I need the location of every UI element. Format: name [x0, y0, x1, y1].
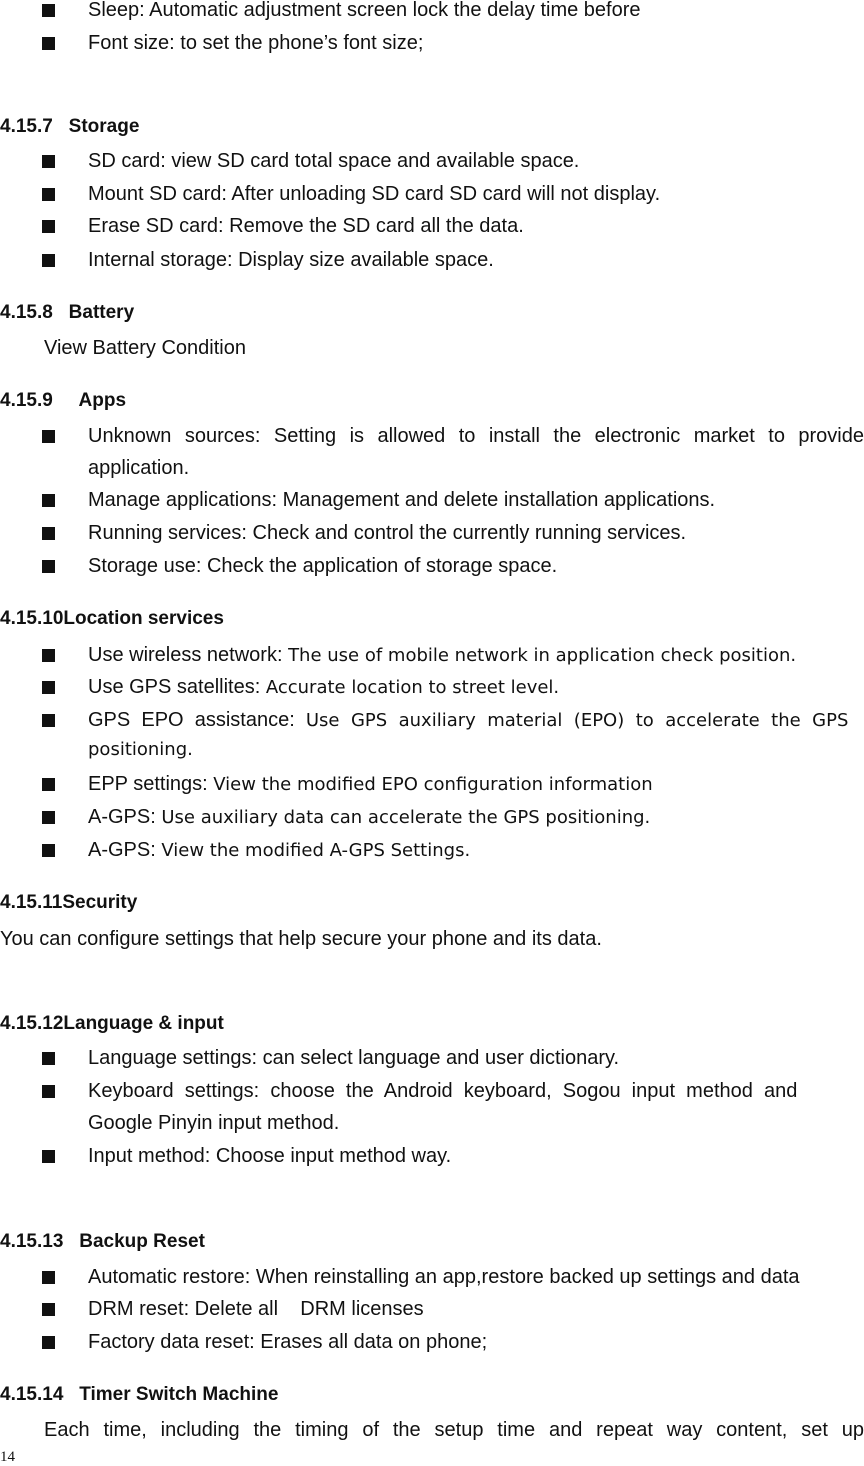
item-text: Use auxiliary data can accelerate the GPS positioning.: [161, 807, 651, 828]
list-item: DRM reset: Delete all DRM licenses: [88, 1298, 424, 1320]
security-text: You can configure settings that help secure your phone and its data.: [0, 928, 602, 950]
section-heading-location: [0, 607, 224, 631]
section-title: Security: [62, 892, 138, 913]
section-title: Language & input: [63, 1013, 224, 1034]
list-item: Running services: Check and control the currently running services.: [88, 522, 687, 544]
section-title: Location services: [63, 608, 224, 629]
bullet-icon: [42, 811, 55, 824]
item-lead: Use GPS satellites:: [88, 676, 266, 698]
list-item: [88, 675, 864, 700]
item-lead: EPP settings:: [88, 773, 214, 795]
list-item: Automatic restore: When reinstalling an app,restore backed up settings and data: [88, 1266, 800, 1288]
section-heading-storage: [0, 115, 139, 139]
list-item: [88, 643, 864, 668]
section-number: 4.15.13: [0, 1231, 64, 1252]
bullet-icon: [42, 1303, 55, 1316]
section-heading-timer: [0, 1383, 278, 1407]
section-title: Backup Reset: [79, 1231, 205, 1252]
list-item: [88, 772, 864, 797]
list-item: Keyboard settings: choose the Android keyboard, Sogou input method and: [88, 1080, 798, 1102]
list-item: SD card: view SD card total space and available space.: [88, 150, 580, 172]
bullet-icon: [42, 1336, 55, 1349]
bullet-icon: [42, 4, 55, 17]
list-item: Language settings: can select language and user dictionary.: [88, 1047, 620, 1069]
item-text: View the modified EPO configuration information: [213, 774, 653, 795]
list-item: Internal storage: Display size available space.: [88, 249, 494, 271]
bullet-icon: [42, 1085, 55, 1098]
item-text: Accurate location to street level.: [265, 677, 560, 698]
list-item: Font size: to set the phone’s font size;: [88, 32, 424, 54]
item-lead: GPS EPO assistance:: [88, 709, 306, 731]
section-heading-backup: [0, 1230, 205, 1254]
bullet-icon: [42, 188, 55, 201]
bullet-icon: [42, 220, 55, 233]
bullet-icon: [42, 778, 55, 791]
section-heading-apps: [0, 389, 126, 413]
item-lead: Use wireless network:: [88, 644, 289, 666]
section-number: 4.15.14: [0, 1384, 64, 1405]
item-text: Use GPS auxiliary material (EPO) to accelerate the GPS: [305, 710, 849, 731]
list-item-continuation: positioning.: [88, 739, 193, 760]
bullet-icon: [42, 1052, 55, 1065]
section-number: 4.15.11: [0, 892, 63, 913]
item-lead: A-GPS:: [88, 806, 162, 828]
list-item: [88, 708, 864, 733]
timer-text: Each time, including the timing of the setup time and repeat way content, set up: [44, 1419, 864, 1441]
bullet-icon: [42, 844, 55, 857]
list-item: Erase SD card: Remove the SD card all the data.: [88, 215, 524, 237]
list-item: Manage applications: Management and delete installation applications.: [88, 489, 716, 511]
bullet-icon: [42, 1150, 55, 1163]
battery-text: View Battery Condition: [44, 337, 246, 359]
list-item: Input method: Choose input method way.: [88, 1145, 452, 1167]
section-number: 4.15.12: [0, 1013, 64, 1034]
bullet-icon: [42, 494, 55, 507]
bullet-icon: [42, 155, 55, 168]
bullet-icon: [42, 527, 55, 540]
bullet-icon: [42, 560, 55, 573]
list-item: [88, 838, 864, 863]
list-item: Unknown sources: Setting is allowed to install the electronic market to provide: [88, 425, 864, 447]
section-number: 4.15.9: [0, 390, 53, 411]
page-number: 14: [0, 1449, 15, 1465]
bullet-icon: [42, 681, 55, 694]
item-text: The use of mobile network in application check position.: [288, 645, 797, 666]
bullet-icon: [42, 714, 55, 727]
bullet-icon: [42, 649, 55, 662]
section-title: Apps: [78, 390, 127, 411]
section-title: Timer Switch Machine: [79, 1384, 279, 1405]
bullet-icon: [42, 430, 55, 443]
bullet-icon: [42, 37, 55, 50]
item-lead: A-GPS:: [88, 839, 162, 861]
section-heading-battery: [0, 301, 134, 325]
list-item: Factory data reset: Erases all data on phone;: [88, 1331, 488, 1353]
section-heading-security: [0, 891, 137, 915]
bullet-icon: [42, 254, 55, 267]
list-item: [88, 805, 864, 830]
item-text: View the modified A-GPS Settings.: [161, 840, 471, 861]
list-item-continuation: application.: [88, 457, 190, 479]
section-heading-language: [0, 1012, 224, 1036]
section-number: 4.15.10: [0, 608, 64, 629]
section-number: 4.15.8: [0, 302, 53, 323]
section-title: Storage: [68, 116, 140, 137]
section-number: 4.15.7: [0, 116, 53, 137]
bullet-icon: [42, 1271, 55, 1284]
section-title: Battery: [68, 302, 135, 323]
list-item-continuation: Google Pinyin input method.: [88, 1112, 340, 1134]
list-item: Mount SD card: After unloading SD card SD card will not display.: [88, 183, 661, 205]
list-item: Storage use: Check the application of storage space.: [88, 555, 558, 577]
list-item: Sleep: Automatic adjustment screen lock the delay time before: [88, 0, 641, 21]
